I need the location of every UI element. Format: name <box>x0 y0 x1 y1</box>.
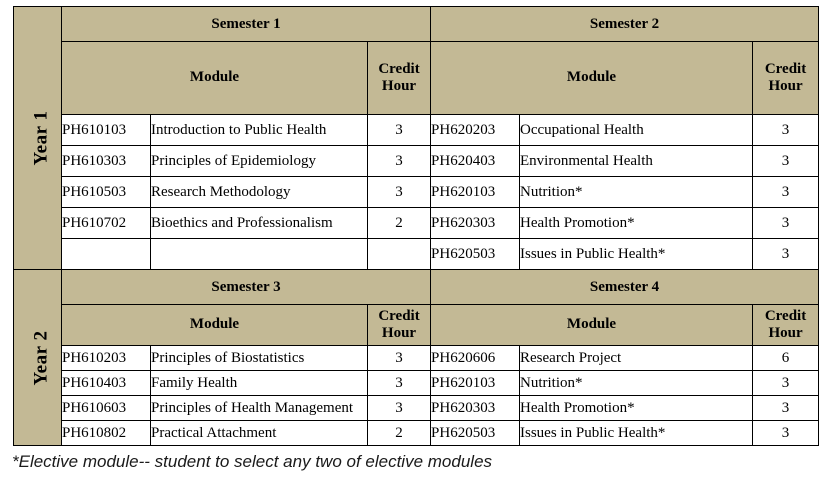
credit-hour-line2: Hour <box>768 78 803 94</box>
module-name: Research Methodology <box>151 177 368 208</box>
module-credit: 3 <box>753 208 819 239</box>
module-name: Issues in Public Health* <box>520 421 753 446</box>
year-label-year2: Year 2 <box>30 330 52 385</box>
module-credit: 3 <box>368 346 431 371</box>
module-name: Principles of Biostatistics <box>151 346 368 371</box>
year2-semester-banner-row <box>14 270 819 305</box>
module-code: PH620503 <box>431 239 520 270</box>
module-code: PH610303 <box>62 146 151 177</box>
module-code: PH620503 <box>431 421 520 446</box>
module-credit: 3 <box>753 146 819 177</box>
module-credit: 3 <box>368 146 431 177</box>
module-name: Occupational Health <box>520 115 753 146</box>
credit-hour-line2: Hour <box>381 325 417 341</box>
module-credit: 6 <box>753 346 819 371</box>
credit-hour-line1: Credit <box>378 307 420 324</box>
module-code: PH610103 <box>62 115 151 146</box>
module-name: Practical Attachment <box>151 421 368 446</box>
table-row <box>14 421 819 446</box>
module-credit: 3 <box>368 177 431 208</box>
module-name: Nutrition* <box>520 177 753 208</box>
column-header-module-semester3: Module <box>62 305 368 346</box>
module-credit-empty <box>368 239 431 270</box>
semester-title-semester3: Semester 3 <box>62 270 431 305</box>
year1-subheader-row <box>14 42 819 115</box>
module-credit: 3 <box>753 239 819 270</box>
module-code: PH610503 <box>62 177 151 208</box>
module-name-empty <box>151 239 368 270</box>
module-code: PH610802 <box>62 421 151 446</box>
year-label-cell-year2 <box>14 270 62 446</box>
module-code: PH620203 <box>431 115 520 146</box>
module-code: PH620103 <box>431 371 520 396</box>
module-code: PH620303 <box>431 396 520 421</box>
module-code-empty <box>62 239 151 270</box>
column-header-module-semester2: Module <box>431 42 753 115</box>
module-code: PH610702 <box>62 208 151 239</box>
credit-hour-line1: Credit <box>764 307 807 324</box>
module-credit: 3 <box>368 115 431 146</box>
module-credit: 3 <box>368 371 431 396</box>
module-credit: 3 <box>368 396 431 421</box>
semester-title-semester1: Semester 1 <box>62 7 431 42</box>
module-code: PH620606 <box>431 346 520 371</box>
table-row <box>14 346 819 371</box>
module-code: PH610603 <box>62 396 151 421</box>
module-credit: 3 <box>753 396 819 421</box>
module-credit: 3 <box>753 115 819 146</box>
year-label-year1: Year 1 <box>30 110 52 166</box>
year2-subheader-row <box>14 305 819 346</box>
column-header-module-semester4: Module <box>431 305 753 346</box>
table-row <box>14 371 819 396</box>
module-name: Principles of Epidemiology <box>151 146 368 177</box>
module-code: PH620403 <box>431 146 520 177</box>
module-credit: 2 <box>368 421 431 446</box>
module-credit: 3 <box>753 421 819 446</box>
module-code: PH610203 <box>62 346 151 371</box>
table-row <box>14 177 819 208</box>
elective-footnote: *Elective module-- student to select any two of elective modules <box>12 452 493 471</box>
module-name: Health Promotion* <box>520 208 753 239</box>
module-code: PH610403 <box>62 371 151 396</box>
module-code: PH620103 <box>431 177 520 208</box>
module-name: Nutrition* <box>520 371 753 396</box>
table-row <box>14 115 819 146</box>
module-name: Environmental Health <box>520 146 753 177</box>
table-row <box>14 208 819 239</box>
column-header-module-semester1: Module <box>62 42 368 115</box>
semester-title-semester4: Semester 4 <box>431 270 819 305</box>
table-row <box>14 396 819 421</box>
credit-hour-line2: Hour <box>768 325 803 341</box>
module-code: PH620303 <box>431 208 520 239</box>
module-name: Health Promotion* <box>520 396 753 421</box>
credit-hour-line1: Credit <box>378 60 420 77</box>
module-name: Research Project <box>520 346 753 371</box>
credit-hour-line2: Hour <box>381 78 417 94</box>
module-credit: 2 <box>368 208 431 239</box>
column-header-credit-hour-semester3 <box>368 305 431 346</box>
curriculum-table <box>13 6 819 446</box>
table-row <box>14 146 819 177</box>
module-name: Bioethics and Professionalism <box>151 208 368 239</box>
module-name: Introduction to Public Health <box>151 115 368 146</box>
module-name: Issues in Public Health* <box>520 239 753 270</box>
module-credit: 3 <box>753 177 819 208</box>
module-credit: 3 <box>753 371 819 396</box>
column-header-credit-hour-semester2 <box>753 42 819 115</box>
module-name: Family Health <box>151 371 368 396</box>
column-header-credit-hour-semester1 <box>368 42 431 115</box>
module-name: Principles of Health Management <box>151 396 368 421</box>
year-label-cell-year1 <box>14 7 62 270</box>
semester-title-semester2: Semester 2 <box>431 7 819 42</box>
credit-hour-line1: Credit <box>764 60 807 77</box>
table-row <box>14 239 819 270</box>
column-header-credit-hour-semester4 <box>753 305 819 346</box>
year1-semester-banner-row <box>14 7 819 42</box>
